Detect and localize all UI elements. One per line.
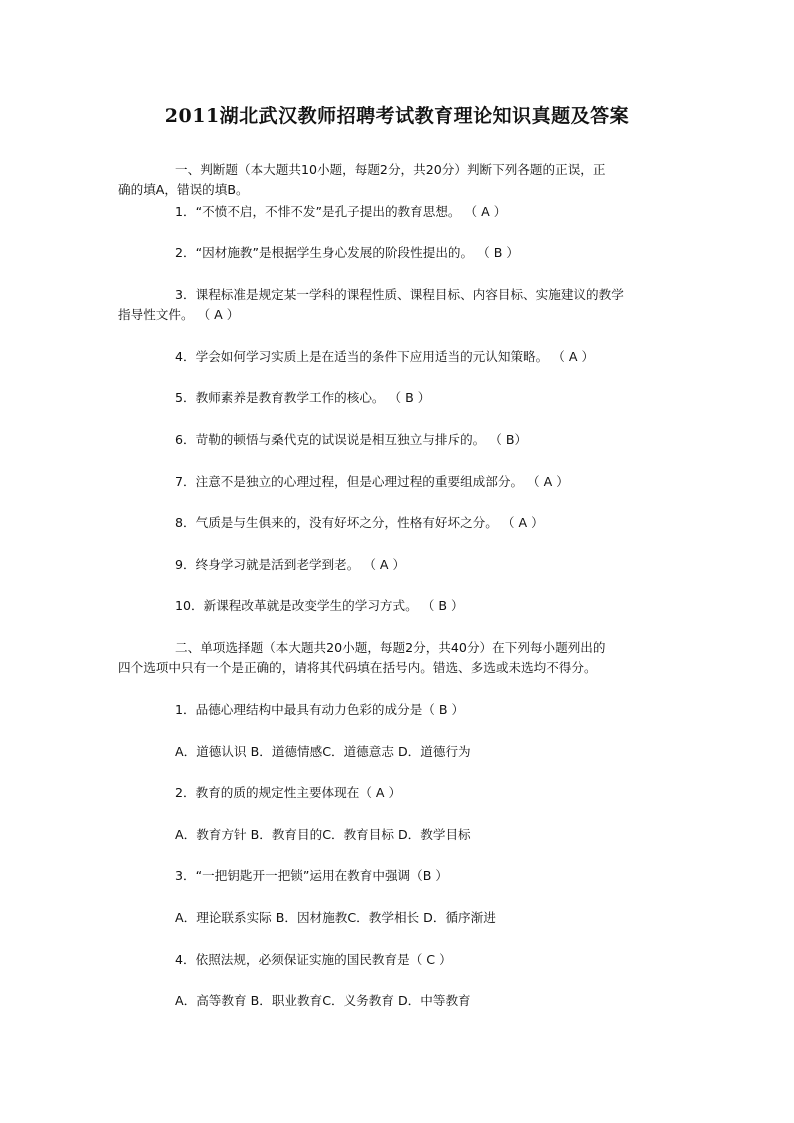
- judgement-question-3-continued: 指导性文件。 （ A ）: [118, 307, 240, 322]
- choice-question-3-options: A．理论联系实际 B．因材施教C．教学相长 D．循序渐进: [175, 910, 496, 925]
- judgement-question-6: 6．苛勒的顿悟与桑代克的试误说是相互独立与排斥的。 （ B）: [175, 432, 528, 447]
- choice-question-2-options: A．教育方针 B．教育目的C．教育目标 D．教学目标: [175, 827, 471, 842]
- choice-question-3-stem: 3．“一把钥匙开一把锁”运用在教育中强调（B ）: [175, 868, 448, 883]
- judgement-question-8: 8．气质是与生俱来的，没有好坏之分，性格有好坏之分。 （ A ）: [175, 515, 544, 530]
- judgement-question-4: 4．学会如何学习实质上是在适当的条件下应用适当的元认知策略。 （ A ）: [175, 349, 595, 364]
- choice-question-1-stem: 1．品德心理结构中最具有动力色彩的成分是（ B ）: [175, 702, 465, 717]
- section-2-heading-continued: 四个选项中只有一个是正确的，请将其代码填在括号内。错选、多选或未选均不得分。: [118, 660, 597, 675]
- judgement-question-2: 2．“因材施教”是根据学生身心发展的阶段性提出的。 （ B ）: [175, 245, 519, 260]
- choice-question-1-options: A．道德认识 B．道德情感C．道德意志 D．道德行为: [175, 744, 471, 759]
- section-2-heading: 二、单项选择题（本大题共20小题，每题2分，共40分）在下列每小题列出的: [175, 640, 606, 655]
- judgement-question-9: 9．终身学习就是活到老学到老。 （ A ）: [175, 557, 406, 572]
- section-1-heading: 一、判断题（本大题共10小题，每题2分，共20分）判断下列各题的正误，正: [175, 162, 606, 177]
- judgement-question-10: 10．新课程改革就是改变学生的学习方式。 （ B ）: [175, 598, 464, 613]
- choice-question-2-stem: 2．教育的质的规定性主要体现在（ A ）: [175, 785, 402, 800]
- judgement-question-5: 5．教师素养是教育教学工作的核心。 （ B ）: [175, 390, 431, 405]
- judgement-question-3: 3．课程标准是规定某一学科的课程性质、课程目标、内容目标、实施建议的教学: [175, 287, 624, 302]
- section-1-heading-continued: 确的填A，错误的填B。: [118, 182, 249, 197]
- choice-question-4-options: A．高等教育 B．职业教育C．义务教育 D．中等教育: [175, 993, 471, 1008]
- choice-question-4-stem: 4．依照法规，必须保证实施的国民教育是（ C ）: [175, 952, 452, 967]
- judgement-question-7: 7．注意不是独立的心理过程，但是心理过程的重要组成部分。 （ A ）: [175, 474, 569, 489]
- document-title: 2011湖北武汉教师招聘考试教育理论知识真题及答案: [164, 105, 630, 127]
- judgement-question-1: 1．“不愤不启，不悱不发”是孔子提出的教育思想。 （ A ）: [175, 204, 507, 219]
